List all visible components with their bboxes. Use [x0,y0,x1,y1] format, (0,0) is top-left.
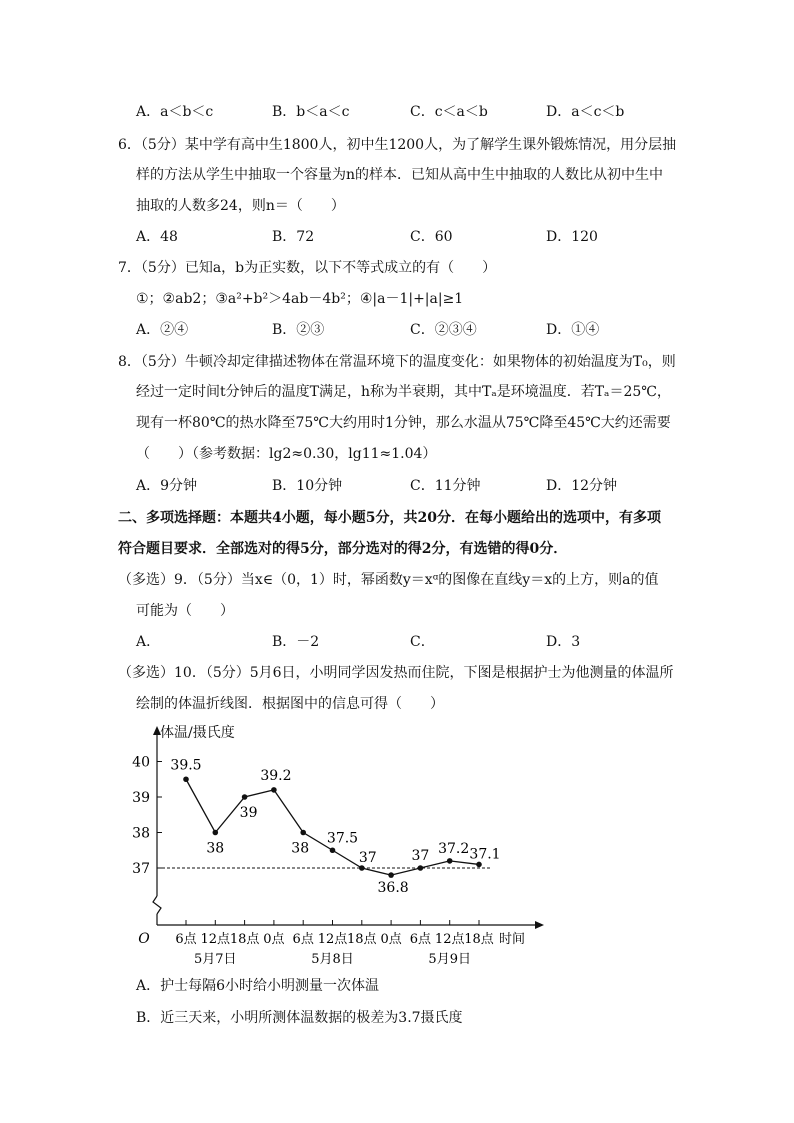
origin-label: O [138,931,150,947]
x-axis-label: 时间 [498,932,526,947]
q7-stem-line-1: 7．（5分）已知a，b为正实数，以下不等式成立的有（ ） [118,260,497,276]
q8-option-d: D．12分钟 [546,478,618,494]
data-label: 37.1 [469,846,501,863]
q10-option-b: B．近三天来，小明所测体温数据的极差为3.7摄氏度 [136,1010,463,1026]
x-tick-label: 12点 [200,932,231,947]
x-tick-label: 0点 [380,932,402,947]
section2-heading-line-1: 二、多项选择题：本题共4小题，每小题5分，共20分．在每小题给出的选项中，有多项 [118,510,661,526]
data-label: 38 [206,840,225,857]
q7-option-d: D．①④ [546,322,600,338]
y-tick-label: 40 [132,754,150,771]
data-label: 36.8 [377,880,409,897]
x-tick-label: 12点 [434,932,465,947]
data-label: 39.5 [170,757,202,774]
x-tick-label: 6点 [409,932,432,947]
q9-option-d: D．3 [546,634,581,650]
q6-option-c: C．60 [410,229,453,245]
data-label: 37.5 [326,830,359,847]
section2-heading-line-2: 符合题目要求．全部选对的得5分，部分选对的得2分，有选错的得0分． [118,541,568,557]
x-axis-arrow [535,921,544,929]
q9-option-b: B．－2 [272,634,320,650]
data-point [359,865,365,871]
q5-option-d: D．a＜c＜b [546,104,625,120]
chart-y-axis-label: 体温/摄氏度 [160,725,235,741]
data-point [300,830,306,836]
data-point [183,776,189,782]
x-tick-label: 18点 [229,932,260,947]
data-point [330,847,336,853]
q8-option-c: C．11分钟 [410,478,481,494]
y-tick-label: 39 [132,790,150,806]
y-tick-label: 38 [132,825,150,842]
q7-stem-line-2: ①；②ab2；③a²+b²＞4ab－4b²；④|a－1|+|a|≥1 [136,291,464,307]
q10-stem-line-1: （多选）10．（5分）5月6日，小明同学因发热而住院，下图是根据护士为他测量的体温所 [118,665,674,681]
q8-stem-line-3: 现有一杯80℃的热水降至75℃大约用时1分钟，那么水温从75℃降至45℃大约还需要 [136,415,671,431]
q9-option-c: C． [410,634,435,650]
x-tick-label: 18点 [347,932,377,947]
data-point [418,865,424,871]
data-label: 39.2 [260,767,292,784]
date-label: 5月7日 [194,952,237,967]
q10-stem-line-2: 绘制的体温折线图．根据图中的信息可得（ ） [136,696,444,712]
q9-stem-line-2: 可能为（ ） [136,603,234,619]
chart-axes [153,726,544,929]
q5-option-b: B．b＜a＜c [272,104,350,120]
data-point [476,862,482,868]
x-tick-label: 18点 [464,932,494,947]
data-label: 37 [411,848,430,864]
q6-option-d: D．120 [546,229,598,245]
q8-stem-line-4: （ ）（参考数据：lg2≈0.30，lg11≈1.04） [136,446,437,462]
date-label: 5月8日 [311,952,354,967]
q6-stem-line-3: 抽取的人数多24，则n＝（ ） [136,198,345,214]
data-label: 38 [291,840,310,857]
x-tick-label: 6点 [292,932,314,947]
q7-option-a: A．②④ [136,322,189,338]
q6-option-b: B．72 [272,229,315,245]
q9-option-a: A． [136,634,161,650]
q8-option-a: A．9分钟 [136,478,198,494]
data-label: 39 [239,805,258,821]
q6-stem-line-1: 6．（5分）某中学有高中生1800人，初中生1200人，为了解学生课外锻炼情况，用分层抽 [118,137,677,153]
temperature-series-line [186,779,479,875]
q6-option-a: A．48 [136,229,178,245]
date-label: 5月9日 [428,952,471,967]
temperature-line-chart [130,718,560,968]
data-point [447,858,453,864]
q10-option-a: A．护士每隔6小时给小明测量一次体温 [136,978,380,994]
q5-option-c: C．c＜a＜b [410,104,488,120]
data-label: 37.2 [438,840,470,857]
x-tick-label: 0点 [263,932,285,947]
y-axis-break [153,896,161,914]
q9-stem-line-1: （多选）9．（5分）当x∈（0，1）时，幂函数y＝xᵅ的图像在直线y＝x的上方，则a的值 [118,572,659,588]
q8-stem-line-1: 8．（5分）牛顿冷却定律描述物体在常温环境下的温度变化：如果物体的初始温度为T₀，则 [118,354,676,370]
q8-option-b: B．10分钟 [272,478,343,494]
q6-stem-line-2: 样的方法从学生中抽取一个容量为n的样本．已知从高中生中抽取的人数比从初中生中 [136,167,664,183]
data-point [213,830,219,836]
y-tick-label: 37 [132,861,150,877]
q8-stem-line-2: 经过一定时间t分钟后的温度T满足，h称为半衰期，其中Tₐ是环境温度．若Tₐ＝25℃， [136,384,671,400]
q5-option-a: A．a＜b＜c [136,104,214,120]
data-point [242,794,248,800]
x-tick-label: 12点 [317,932,348,947]
q7-option-c: C．②③④ [410,322,477,338]
data-label: 37 [358,850,377,866]
data-point [388,872,394,878]
data-point [271,787,277,793]
q7-option-b: B．②③ [272,322,325,338]
x-tick-label: 6点 [175,932,197,947]
